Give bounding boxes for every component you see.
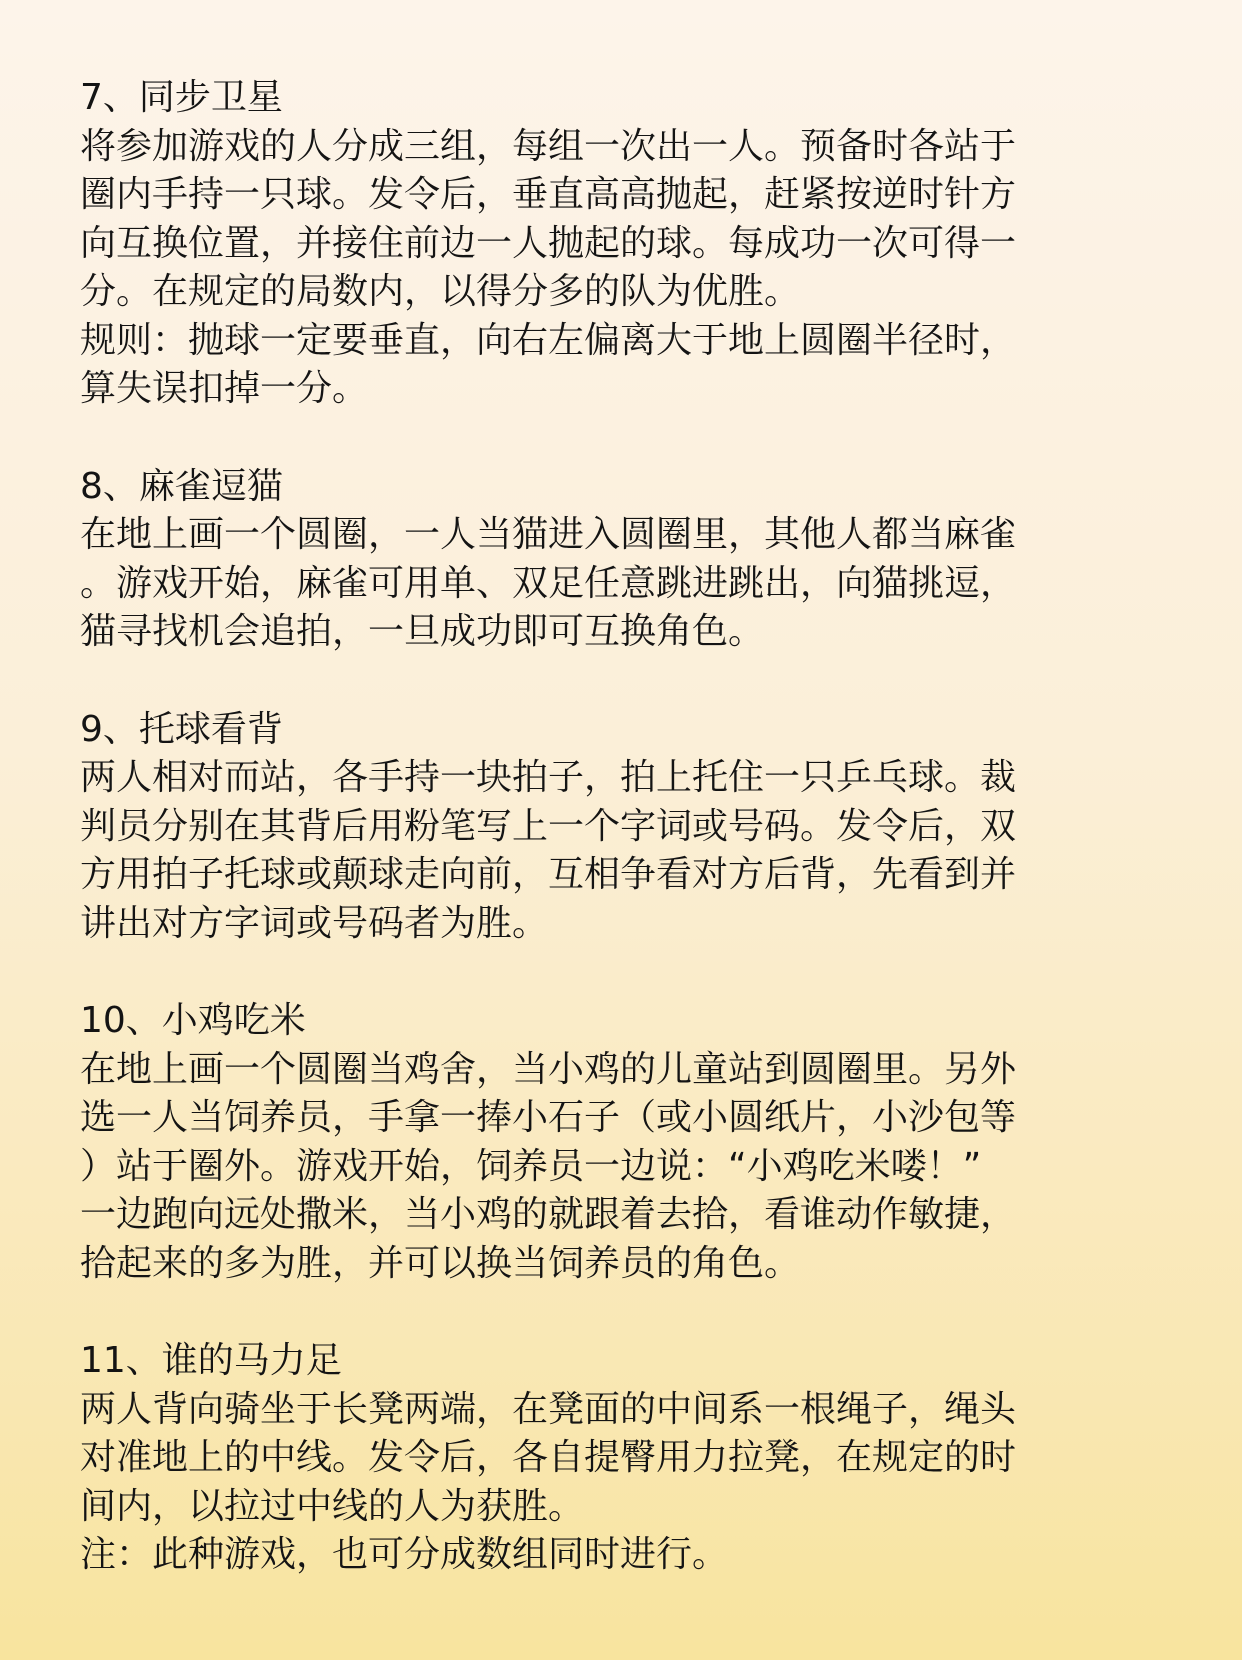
section-title: 8、麻雀逗猫 [80, 465, 283, 507]
paragraph-line: 对准地上的中线。发令后，各自提臀用力拉凳，在规定的时 [80, 1437, 1017, 1478]
article-body [80, 74, 1170, 1629]
paragraph-line: 方用拍子托球或颠球走向前，互相争看对方后背，先看到并 [80, 854, 1017, 895]
paragraph-line: 讲出对方字词或号码者为胜。 [80, 902, 549, 944]
paragraph-line: 将参加游戏的人分成三组，每组一次出一人。预备时各站于 [80, 125, 1017, 167]
paragraph-line: 两人相对而站，各手持一块拍子，拍上托住一只乒乓球。裁 [80, 757, 1017, 798]
section-title: 9、托球看背 [80, 708, 283, 750]
game-section-10 [80, 997, 1170, 1288]
paragraph-line: 一边跑向远处撒米，当小鸡的就跟着去拾，看谁动作敏捷， [80, 1194, 1017, 1235]
paragraph-line: 拾起来的多为胜，并可以换当饲养员的角色。 [80, 1242, 801, 1284]
section-title: 7、同步卫星 [80, 77, 283, 118]
rule-line: 算失误扣掉一分。 [80, 368, 369, 409]
paragraph-line: 选一人当饲养员，手拿一捧小石子（或小圆纸片，小沙包等 [80, 1097, 1017, 1138]
paragraph-line: 猫寻找机会追拍，一旦成功即可互换角色。 [80, 611, 765, 652]
paragraph-line: 圈内手持一只球。发令后，垂直高高抛起，赶紧按逆时针方 [80, 174, 1017, 215]
section-title: 10、小鸡吃米 [80, 1000, 306, 1041]
paragraph-line: 两人背向骑坐于长凳两端，在凳面的中间系一根绳子，绳头 [80, 1388, 1017, 1430]
rule-line: 规则：抛球一定要垂直，向右左偏离大于地上圆圈半径时， [80, 319, 1017, 361]
game-section-7 [80, 74, 1170, 414]
paragraph-line: 向互换位置，并接住前边一人抛起的球。每成功一次可得一 [80, 222, 1017, 264]
paragraph-line: ）站于圈外。游戏开始，饲养员一边说：“小鸡吃米喽！” [80, 1145, 982, 1187]
game-section-8 [80, 463, 1170, 657]
section-title: 11、谁的马力足 [80, 1340, 342, 1381]
paragraph-line: 。游戏开始，麻雀可用单、双足任意跳进跳出，向猫挑逗， [80, 562, 1017, 604]
paragraph-line: 判员分别在其背后用粉笔写上一个字词或号码。发令后，双 [80, 805, 1017, 847]
game-section-9 [80, 706, 1170, 949]
note-line: 注：此种游戏，也可分成数组同时进行。 [80, 1534, 729, 1575]
paragraph-line: 间内，以拉过中线的人为获胜。 [80, 1485, 585, 1527]
paragraph-line: 在地上画一个圆圈当鸡舍，当小鸡的儿童站到圆圈里。另外 [80, 1048, 1017, 1090]
paragraph-line: 在地上画一个圆圈，一人当猫进入圆圈里，其他人都当麻雀 [80, 514, 1017, 555]
paragraph-line: 分。在规定的局数内，以得分多的队为优胜。 [80, 271, 801, 312]
game-section-11 [80, 1337, 1170, 1580]
